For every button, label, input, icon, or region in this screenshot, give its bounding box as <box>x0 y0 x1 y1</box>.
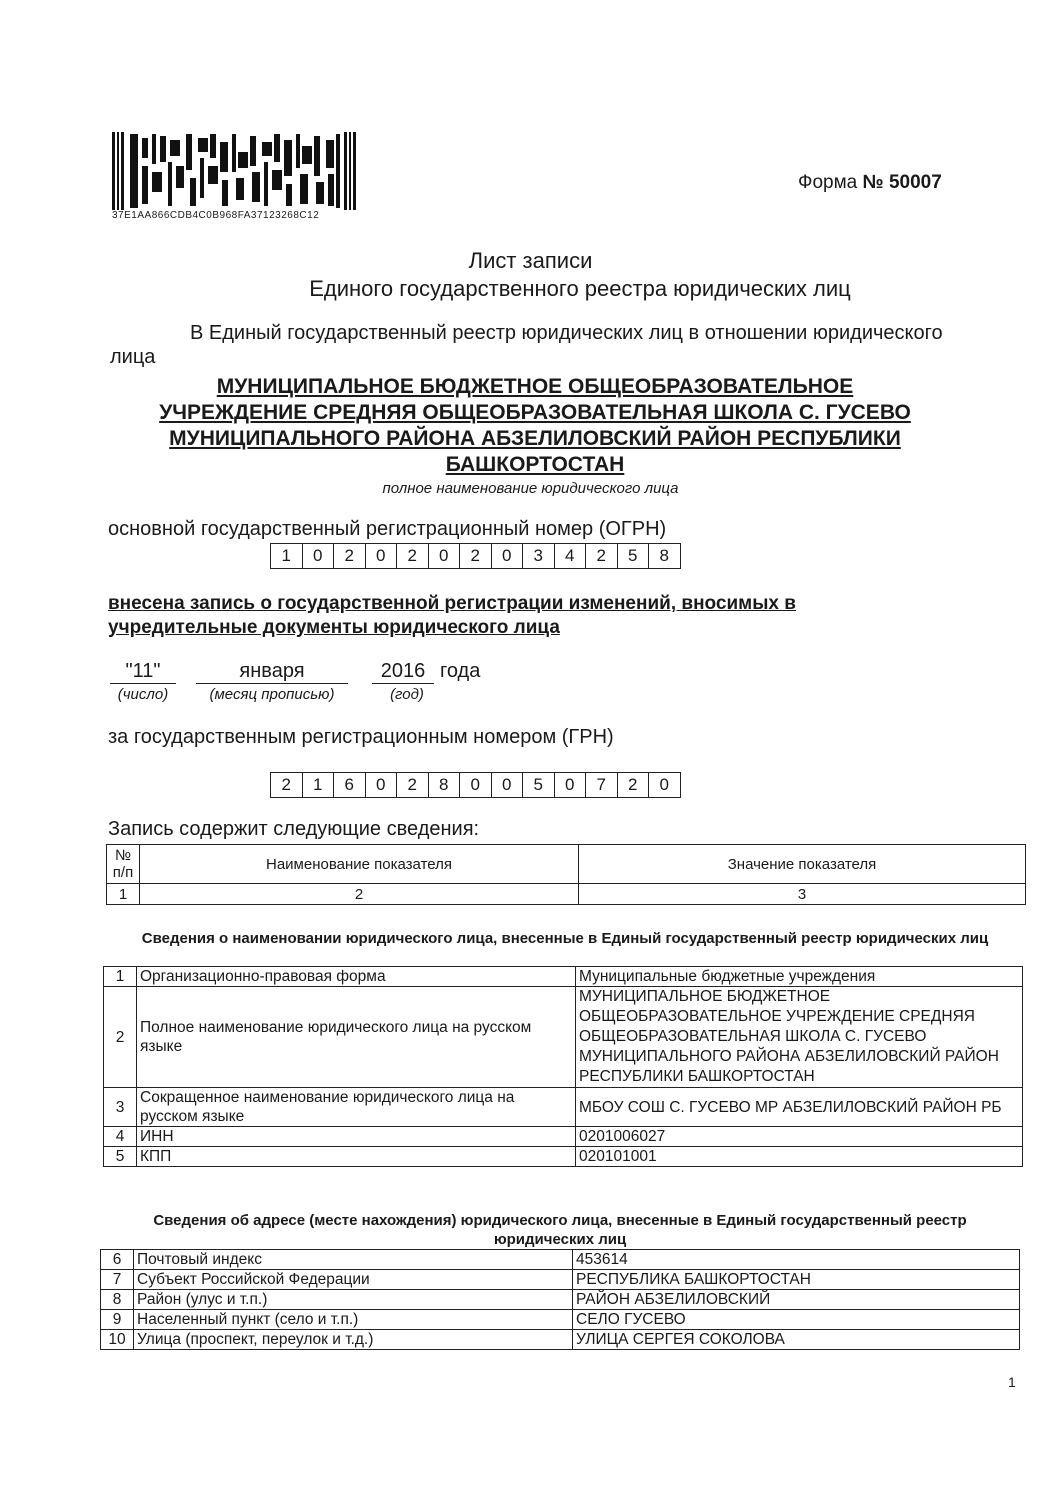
section-name-table <box>103 966 1023 1167</box>
ogrn-digit: 2 <box>586 544 618 568</box>
col-value-header: Значение показателя <box>579 845 1026 884</box>
grn-digits <box>270 772 681 798</box>
page-number: 1 <box>1008 1374 1016 1390</box>
row-value: 0201006027 <box>576 1127 1023 1147</box>
row-number: 10 <box>101 1330 134 1350</box>
grn-label: за государственным регистрационным номером (ГРН) <box>108 726 614 748</box>
row-name: Субъект Российской Федерации <box>134 1270 573 1290</box>
barcode-code: 37E1AA866CDB4C0B968FA37123268C12 <box>112 210 320 221</box>
table-row <box>104 1147 1023 1167</box>
ogrn-digit: 0 <box>303 544 335 568</box>
col-name-header: Наименование показателя <box>140 845 579 884</box>
barcode-graphic <box>112 132 356 212</box>
ogrn-digit: 2 <box>334 544 366 568</box>
row-number: 4 <box>104 1127 137 1147</box>
col-value-index: 3 <box>579 884 1026 905</box>
ogrn-digit: 5 <box>618 544 650 568</box>
date-year: 2016 <box>372 660 434 684</box>
row-name: Организационно-правовая форма <box>137 967 576 987</box>
row-name: ИНН <box>137 1127 576 1147</box>
entity-name-line4: БАШКОРТОСТАН <box>445 453 625 476</box>
table-row <box>104 1127 1023 1147</box>
intro-text-line1: В Единый государственный реестр юридических лиц в отношении юридического <box>190 322 943 344</box>
ogrn-label: основной государственный регистрационный номер (ОГРН) <box>108 518 667 540</box>
section-title-address: Сведения об адресе (месте нахождения) юридического лица, внесенные в Единый государственный реестр юридических лиц <box>153 1212 967 1248</box>
grn-digit: 1 <box>303 773 335 797</box>
row-value: МБОУ СОШ С. ГУСЕВО МР АБЗЕЛИЛОВСКИЙ РАЙОН РБ <box>576 1088 1023 1127</box>
table-row <box>104 967 1023 987</box>
ogrn-digit: 0 <box>429 544 461 568</box>
form-label: Форма <box>798 172 858 193</box>
row-number: 7 <box>101 1270 134 1290</box>
date-day-caption: (число) <box>117 686 169 703</box>
row-name: Населенный пункт (село и т.п.) <box>134 1310 573 1330</box>
entity-name-line2: УЧРЕЖДЕНИЕ СРЕДНЯЯ ОБЩЕОБРАЗОВАТЕЛЬНАЯ ШКОЛА С. ГУСЕВО <box>159 401 911 424</box>
ogrn-digit: 1 <box>271 544 303 568</box>
ogrn-digit: 8 <box>659 546 669 565</box>
table-row <box>101 1310 1020 1330</box>
table-row <box>104 1088 1023 1127</box>
row-name: Сокращенное наименование юридического лица на русском языке <box>137 1088 576 1127</box>
date-month-caption: (месяц прописью) <box>209 686 335 703</box>
row-value: СЕЛО ГУСЕВО <box>573 1310 1020 1330</box>
row-number: 6 <box>101 1250 134 1270</box>
entity-name-line3: МУНИЦИПАЛЬНОГО РАЙОНА АБЗЕЛИЛОВСКИЙ РАЙОН РЕСПУБЛИКИ <box>169 427 901 450</box>
row-name: Полное наименование юридического лица на русском языке <box>137 987 576 1088</box>
grn-digit: 0 <box>659 775 669 794</box>
row-name: КПП <box>137 1147 576 1167</box>
col-number-index: 1 <box>107 884 140 905</box>
row-value: Муниципальные бюджетные учреждения <box>576 967 1023 987</box>
row-number: 3 <box>104 1088 137 1127</box>
row-number: 1 <box>104 967 137 987</box>
ogrn-digit: 0 <box>492 544 524 568</box>
table-row <box>101 1270 1020 1290</box>
grn-digit: 8 <box>429 773 461 797</box>
registration-action <box>108 592 948 640</box>
section-title-name: Сведения о наименовании юридического лица, внесенные в Единый государственный реестр юридических лиц <box>141 930 989 947</box>
row-name: Район (улус и т.п.) <box>134 1290 573 1310</box>
row-number: 8 <box>101 1290 134 1310</box>
row-value: 453614 <box>573 1250 1020 1270</box>
grn-digit: 2 <box>397 773 429 797</box>
table-row <box>101 1330 1020 1350</box>
row-value: МУНИЦИПАЛЬНОЕ БЮДЖЕТНОЕ ОБЩЕОБРАЗОВАТЕЛЬНОЕ УЧРЕЖДЕНИЕ СРЕДНЯЯ ОБЩЕОБРАЗОВАТЕЛЬНАЯ ШКОЛА С. ГУСЕВО МУНИЦИПАЛЬНОГО РАЙОНА АБЗЕЛИЛОВСКИЙ РАЙОН РЕСПУБЛИКИ БАШКОРТОСТАН <box>576 987 1023 1088</box>
table-row <box>101 1250 1020 1270</box>
barcode-image <box>112 132 356 212</box>
table-row <box>101 1290 1020 1310</box>
row-number: 2 <box>104 987 137 1088</box>
contains-label: Запись содержит следующие сведения: <box>108 818 480 840</box>
grn-digit: 2 <box>271 773 303 797</box>
row-name: Почтовый индекс <box>134 1250 573 1270</box>
section-address-table <box>100 1249 1020 1350</box>
main-table-header <box>106 844 1026 905</box>
grn-digit: 0 <box>492 773 524 797</box>
grn-digit: 2 <box>618 773 650 797</box>
grn-digit: 5 <box>523 773 555 797</box>
row-number: 5 <box>104 1147 137 1167</box>
page-subtitle: Единого государственного реестра юридических лиц <box>309 276 851 301</box>
row-value: УЛИЦА СЕРГЕЯ СОКОЛОВА <box>573 1330 1020 1350</box>
entity-full-name <box>120 374 950 478</box>
date-day: "11" <box>110 660 176 684</box>
ogrn-digit: 3 <box>523 544 555 568</box>
ogrn-digit: 2 <box>397 544 429 568</box>
row-value: 020101001 <box>576 1147 1023 1167</box>
grn-digit: 7 <box>586 773 618 797</box>
form-number <box>798 172 942 194</box>
intro-text-line2: лица <box>110 346 156 368</box>
grn-digit: 0 <box>366 773 398 797</box>
date-year-caption: (год) <box>390 686 424 703</box>
page-title: Лист записи <box>468 248 593 273</box>
ogrn-digit: 2 <box>460 544 492 568</box>
col-number-header: № п/п <box>107 845 140 884</box>
col-name-index: 2 <box>140 884 579 905</box>
row-value: РАЙОН АБЗЕЛИЛОВСКИЙ <box>573 1290 1020 1310</box>
row-value: РЕСПУБЛИКА БАШКОРТОСТАН <box>573 1270 1020 1290</box>
row-number: 9 <box>101 1310 134 1330</box>
entity-name-line1: МУНИЦИПАЛЬНОЕ БЮДЖЕТНОЕ ОБЩЕОБРАЗОВАТЕЛЬНОЕ <box>216 375 854 398</box>
grn-digit: 0 <box>460 773 492 797</box>
date-year-suffix: года <box>440 660 481 682</box>
form-number-value: № 50007 <box>862 172 942 193</box>
entity-name-caption: полное наименование юридического лица <box>382 480 679 497</box>
ogrn-digit: 4 <box>555 544 587 568</box>
ogrn-digit: 0 <box>366 544 398 568</box>
grn-digit: 0 <box>555 773 587 797</box>
row-name: Улица (проспект, переулок и т.д.) <box>134 1330 573 1350</box>
table-row <box>104 987 1023 1088</box>
grn-digit: 6 <box>334 773 366 797</box>
date-month: января <box>196 660 348 684</box>
ogrn-digits <box>270 543 681 569</box>
action-line2: учредительные документы юридического лица <box>108 617 560 638</box>
action-line1: внесена запись о государственной регистрации изменений, вносимых в <box>108 593 796 614</box>
